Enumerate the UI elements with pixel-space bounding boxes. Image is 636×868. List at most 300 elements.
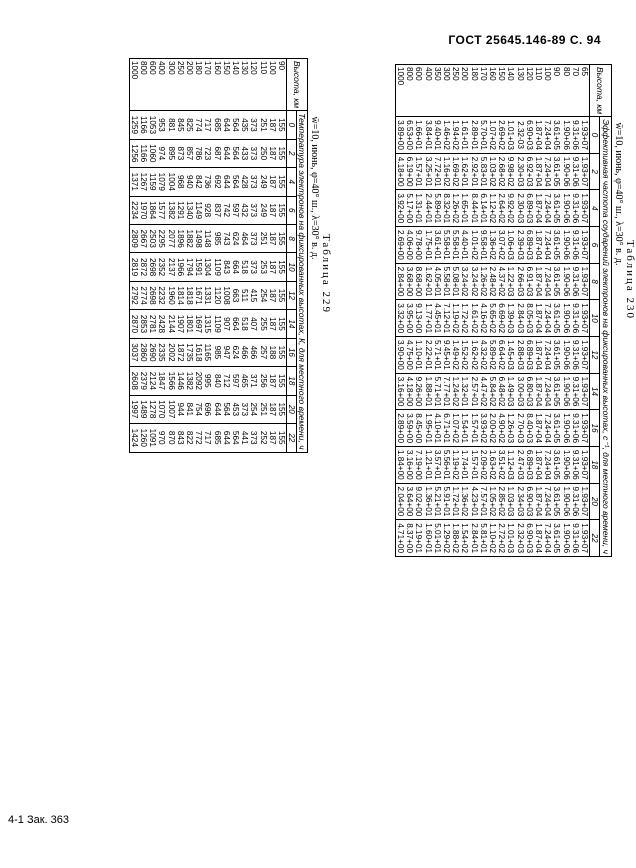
- value-cell: 6.53+00: [405, 117, 414, 154]
- value-cell: 7.24+04: [543, 520, 552, 557]
- value-cell: 1882: [185, 224, 194, 252]
- value-cell: 1267: [139, 168, 148, 196]
- value-cell: 1.12+03: [506, 446, 515, 483]
- value-cell: 155: [277, 196, 287, 224]
- value-cell: 5.89+02: [488, 337, 497, 374]
- value-cell: 1.90+06: [561, 117, 570, 154]
- value-cell: 1.75+01: [423, 227, 432, 264]
- value-cell: 1.90+06: [561, 300, 570, 337]
- value-cell: 251: [258, 224, 267, 252]
- value-cell: 822: [185, 424, 194, 453]
- value-cell: 644: [222, 424, 231, 453]
- value-cell: 187: [268, 253, 277, 281]
- value-cell: 1.54+01: [460, 410, 469, 447]
- value-cell: 1.49+03: [506, 373, 515, 410]
- value-cell: 1.06+03: [506, 227, 515, 264]
- value-cell: 774: [194, 111, 203, 139]
- column-header: 18: [590, 446, 600, 483]
- value-cell: 1.90+06: [561, 227, 570, 264]
- value-cell: 1446: [176, 367, 185, 395]
- table-row: [515, 65, 524, 557]
- value-cell: 6.90+03: [525, 483, 534, 520]
- value-cell: 3.61+05: [552, 227, 561, 264]
- value-cell: 3037: [129, 338, 139, 366]
- value-cell: 1007: [166, 395, 175, 423]
- value-cell: 1970: [139, 196, 148, 224]
- value-cell: 9.31+06: [571, 300, 580, 337]
- value-cell: 1966: [176, 253, 185, 281]
- value-cell: 8.05+03: [525, 300, 534, 337]
- value-cell: 1.88+01: [423, 373, 432, 410]
- value-cell: 155: [277, 139, 287, 167]
- value-cell: 7.24+04: [543, 410, 552, 447]
- value-cell: 7.24+04: [543, 117, 552, 154]
- value-cell: 1340: [185, 196, 194, 224]
- value-cell: 373: [249, 111, 258, 139]
- value-cell: 2608: [129, 367, 139, 395]
- value-cell: 2.72+02: [497, 520, 506, 557]
- value-cell: 1371: [129, 168, 139, 196]
- value-cell: 9.31+06: [571, 520, 580, 557]
- value-cell: 1872: [176, 338, 185, 366]
- altitude-cell: 120: [249, 59, 258, 111]
- value-cell: 4.10+01: [433, 410, 442, 447]
- value-cell: 249: [258, 196, 267, 224]
- value-cell: 3.00+03: [515, 373, 524, 410]
- value-cell: 1.87+04: [534, 300, 543, 337]
- value-cell: 2.44+01: [423, 190, 432, 227]
- value-cell: 644: [212, 395, 221, 423]
- value-cell: 2.57+01: [469, 373, 478, 410]
- value-cell: 2698: [148, 281, 157, 309]
- altitude-cell: 1000: [129, 59, 139, 111]
- value-cell: 1.36+02: [460, 483, 469, 520]
- altitude-cell: 300: [166, 59, 175, 111]
- value-cell: 857: [185, 139, 194, 167]
- value-cell: 9.31+06: [571, 153, 580, 190]
- value-cell: 252: [258, 424, 267, 453]
- value-cell: 1166: [139, 111, 148, 139]
- value-cell: 1.01+02: [469, 227, 478, 264]
- altitude-cell: 350: [433, 65, 442, 117]
- altitude-cell: 65: [580, 65, 590, 117]
- table-row: [414, 65, 423, 557]
- value-cell: 2.89+01: [469, 117, 478, 154]
- value-cell: 3.61+05: [552, 300, 561, 337]
- value-cell: 1.90+06: [561, 153, 570, 190]
- column-header: 10: [287, 253, 297, 281]
- value-cell: 8.68+00: [414, 263, 423, 300]
- value-cell: 3.61+05: [552, 373, 561, 410]
- value-cell: 564: [231, 111, 240, 139]
- value-cell: 4.06+00: [405, 227, 414, 264]
- value-cell: 2.69+02: [497, 117, 506, 154]
- value-cell: 1.03+03: [506, 483, 515, 520]
- value-cell: 742: [222, 196, 231, 224]
- value-cell: 1.45+03: [506, 337, 515, 374]
- value-cell: 2124: [148, 367, 157, 395]
- value-cell: 840: [212, 367, 221, 395]
- value-cell: 1079: [157, 168, 166, 196]
- value-cell: 1489: [139, 395, 148, 423]
- value-cell: 873: [176, 139, 185, 167]
- value-cell: 187: [268, 168, 277, 196]
- value-cell: 845: [176, 111, 185, 139]
- value-cell: 743: [222, 224, 231, 252]
- value-cell: 1618: [194, 338, 203, 366]
- altitude-header: Высота, км: [287, 59, 308, 111]
- value-cell: 187: [268, 367, 277, 395]
- value-cell: 1818: [185, 281, 194, 309]
- value-cell: 155: [277, 168, 287, 196]
- table-row: [497, 65, 506, 557]
- value-cell: 428: [240, 168, 249, 196]
- value-cell: 1.05+02: [488, 483, 497, 520]
- value-cell: 2.85+02: [497, 483, 506, 520]
- value-cell: 2.09+02: [479, 446, 488, 483]
- value-cell: 3.84+01: [423, 117, 432, 154]
- altitude-cell: 160: [212, 59, 221, 111]
- value-cell: 6.89+03: [525, 190, 534, 227]
- value-cell: 2.00+02: [488, 410, 497, 447]
- value-cell: 712: [222, 367, 231, 395]
- altitude-cell: 200: [185, 59, 194, 111]
- value-cell: 2781: [148, 310, 157, 338]
- table-caption: w̄=10, июнь, φ=40° ш., λ=30° в. д.: [309, 116, 320, 260]
- value-cell: 1109: [212, 253, 221, 281]
- value-cell: 3.61+05: [552, 446, 561, 483]
- value-cell: 3.25+01: [423, 153, 432, 190]
- value-cell: 1.72+02: [460, 300, 469, 337]
- value-cell: 1.66+01: [414, 117, 423, 154]
- value-cell: 1.63+02: [488, 446, 497, 483]
- altitude-cell: 170: [203, 59, 212, 111]
- value-cell: 3.59+00: [405, 410, 414, 447]
- value-cell: 9.13+00: [414, 300, 423, 337]
- altitude-cell: 110: [258, 59, 267, 111]
- value-cell: 4.18+00: [395, 153, 405, 190]
- table-row: [451, 65, 460, 557]
- value-cell: 6.89+03: [525, 446, 534, 483]
- column-headers: [590, 65, 600, 557]
- value-cell: 644: [222, 139, 231, 167]
- value-cell: 754: [194, 395, 203, 423]
- value-cell: 1256: [129, 139, 139, 167]
- value-cell: 1.87+04: [534, 153, 543, 190]
- value-cell: 7.57+01: [479, 483, 488, 520]
- value-cell: 2335: [157, 338, 166, 366]
- value-cell: 1.49+02: [451, 337, 460, 374]
- value-cell: 870: [166, 424, 175, 453]
- value-cell: 2.19+01: [414, 520, 423, 557]
- table-row: [580, 65, 590, 557]
- value-cell: 1091: [148, 424, 157, 453]
- column-header: 10: [590, 300, 600, 337]
- value-cell: 7.19+00: [414, 446, 423, 483]
- value-cell: 1.01+03: [506, 520, 515, 557]
- value-cell: 1814: [176, 281, 185, 309]
- value-cell: 685: [212, 424, 221, 453]
- value-cell: 1.87+04: [534, 373, 543, 410]
- value-cell: 1.90+06: [561, 446, 570, 483]
- value-cell: 1291: [176, 196, 185, 224]
- value-cell: 2.47+03: [515, 446, 524, 483]
- column-header: 2: [590, 153, 600, 190]
- value-cell: 1.77+01: [423, 300, 432, 337]
- value-cell: 1847: [157, 367, 166, 395]
- value-cell: 3.16+00: [405, 446, 414, 483]
- value-cell: 2.32-03: [515, 117, 524, 154]
- value-cell: 1.93+07: [580, 337, 590, 374]
- value-cell: 155: [277, 395, 287, 423]
- value-cell: 5.21+01: [433, 483, 442, 520]
- value-cell: 1.07+02: [488, 117, 497, 154]
- value-cell: 4.47+02: [479, 373, 488, 410]
- value-cell: 9.31+06: [571, 227, 580, 264]
- column-header: 20: [590, 483, 600, 520]
- altitude-cell: 130: [515, 65, 524, 117]
- altitude-cell: 800: [405, 65, 414, 117]
- value-cell: 6.91+03: [525, 263, 534, 300]
- value-cell: 3.07+02: [497, 227, 506, 264]
- value-cell: 8.44+01: [469, 190, 478, 227]
- value-cell: 3.61+05: [552, 337, 561, 374]
- value-cell: 9.02+00: [414, 483, 423, 520]
- value-cell: 687: [212, 139, 221, 167]
- value-cell: 772: [194, 424, 203, 453]
- value-cell: 2.68+02: [497, 153, 506, 190]
- value-cell: 187: [268, 424, 277, 453]
- altitude-cell: 110: [534, 65, 543, 117]
- value-cell: 4.90+02: [497, 410, 506, 447]
- value-cell: 257: [258, 338, 267, 366]
- value-cell: 1159: [148, 168, 157, 196]
- value-cell: 995: [203, 367, 212, 395]
- value-cell: 3.92+00: [395, 190, 405, 227]
- value-cell: 947: [222, 338, 231, 366]
- value-cell: 1070: [157, 395, 166, 423]
- value-cell: 1.62+01: [423, 263, 432, 300]
- value-cell: 895: [166, 139, 175, 167]
- value-cell: 187: [268, 139, 277, 167]
- value-cell: 254: [258, 281, 267, 309]
- table-row: [525, 65, 534, 557]
- value-cell: 837: [212, 196, 221, 224]
- value-cell: 5.71+01: [433, 373, 442, 410]
- altitude-cell: 140: [506, 65, 515, 117]
- value-cell: 1.90+06: [561, 263, 570, 300]
- value-cell: 155: [277, 253, 287, 281]
- value-cell: 2077: [166, 224, 175, 252]
- value-cell: 3.16+00: [395, 373, 405, 410]
- value-cell: 3.61+05: [552, 153, 561, 190]
- value-cell: 1424: [129, 424, 139, 453]
- value-cell: 841: [185, 395, 194, 423]
- table-row: [442, 65, 451, 557]
- value-cell: 371: [249, 367, 258, 395]
- value-cell: 2.84+03: [515, 300, 524, 337]
- value-cell: 466: [249, 338, 258, 366]
- value-cell: 881: [166, 111, 175, 139]
- value-cell: 187: [268, 196, 277, 224]
- value-cell: 1896: [176, 224, 185, 252]
- value-cell: 1907: [176, 310, 185, 338]
- value-cell: 1.03+02: [488, 153, 497, 190]
- value-cell: 155: [277, 338, 287, 366]
- value-cell: 5.56+01: [442, 446, 451, 483]
- value-cell: 1.87+04: [534, 337, 543, 374]
- altitude-cell: 180: [194, 59, 203, 111]
- value-cell: 2.70+03: [515, 410, 524, 447]
- value-cell: 940: [185, 168, 194, 196]
- value-cell: 2.69+00: [395, 227, 405, 264]
- value-cell: 6.71+01: [442, 410, 451, 447]
- value-cell: 2.48+02: [488, 263, 497, 300]
- value-cell: 1.57+01: [469, 410, 478, 447]
- value-cell: 970: [157, 424, 166, 453]
- value-cell: 696: [203, 395, 212, 423]
- column-header: 22: [590, 520, 600, 557]
- value-cell: 373: [240, 395, 249, 423]
- value-cell: 1.62+02: [469, 337, 478, 374]
- value-cell: 1.10+02: [488, 520, 497, 557]
- value-cell: 6.89+03: [525, 227, 534, 264]
- value-cell: 1.90+06: [561, 410, 570, 447]
- value-cell: 3.61+05: [552, 190, 561, 227]
- value-cell: 564: [231, 424, 240, 453]
- value-cell: 1.26+03: [506, 410, 515, 447]
- value-cell: 2503: [148, 224, 157, 252]
- value-cell: 1304: [203, 253, 212, 281]
- value-cell: 7.12+01: [442, 300, 451, 337]
- value-cell: 1.26+02: [451, 190, 460, 227]
- value-cell: 1.21+01: [423, 446, 432, 483]
- value-cell: 5.08+01: [451, 263, 460, 300]
- value-cell: 3.93+02: [479, 410, 488, 447]
- column-header: 18: [287, 367, 297, 395]
- value-cell: 1.16+02: [442, 153, 451, 190]
- value-cell: 1.93+07: [580, 153, 590, 190]
- value-cell: 415: [249, 281, 258, 309]
- value-cell: 5.70+01: [479, 117, 488, 154]
- value-cell: 843: [222, 253, 231, 281]
- value-cell: 7.24+04: [543, 263, 552, 300]
- value-cell: 3.51+02: [497, 446, 506, 483]
- value-cell: 155: [277, 281, 287, 309]
- value-cell: 4.18+00: [405, 373, 414, 410]
- value-cell: 187: [268, 111, 277, 139]
- altitude-cell: 80: [561, 65, 570, 117]
- value-cell: 1997: [129, 395, 139, 423]
- value-cell: 1.12+02: [488, 190, 497, 227]
- value-cell: 1.07+02: [451, 410, 460, 447]
- value-cell: 1.62+01: [460, 153, 469, 190]
- value-cell: 1.90+06: [561, 190, 570, 227]
- value-cell: 664: [231, 253, 240, 281]
- value-cell: 4.37+02: [497, 263, 506, 300]
- value-cell: 1735: [185, 338, 194, 366]
- value-cell: 1.95+01: [423, 410, 432, 447]
- value-cell: 7.24+04: [543, 227, 552, 264]
- value-cell: 1.93+07: [580, 410, 590, 447]
- value-cell: 3.64+00: [405, 483, 414, 520]
- value-cell: 1.57+01: [469, 446, 478, 483]
- value-cell: 464: [240, 224, 249, 252]
- value-cell: 155: [277, 111, 287, 139]
- value-cell: 254: [249, 395, 258, 423]
- altitude-cell: 400: [423, 65, 432, 117]
- table-row: [395, 65, 405, 557]
- altitude-header: Высота, км: [590, 65, 612, 117]
- value-cell: 1.93+07: [580, 263, 590, 300]
- value-cell: 7.24+04: [543, 446, 552, 483]
- value-cell: 6.90+03: [525, 520, 534, 557]
- value-cell: 9.31+06: [571, 190, 580, 227]
- value-cell: 2144: [166, 310, 175, 338]
- altitude-cell: 250: [176, 59, 185, 111]
- value-cell: 1.93+07: [580, 520, 590, 557]
- altitude-cell: 90: [277, 59, 287, 111]
- value-cell: 251: [258, 111, 267, 139]
- value-cell: 373: [249, 139, 258, 167]
- altitude-cell: 100: [268, 59, 277, 111]
- value-cell: 1.60+01: [423, 520, 432, 557]
- table-title: Таблица 230: [624, 239, 636, 320]
- value-cell: 1.88+02: [451, 520, 460, 557]
- gost-number: ГОСТ 25645.146-89: [448, 33, 566, 47]
- value-cell: 953: [157, 111, 166, 139]
- table-row: [479, 65, 488, 557]
- value-cell: 3.61+05: [552, 263, 561, 300]
- column-header: 6: [287, 196, 297, 224]
- value-cell: 1.52+02: [460, 337, 469, 374]
- value-cell: 1.93+07: [580, 227, 590, 264]
- altitude-cell: 160: [488, 65, 497, 117]
- column-header: 16: [590, 410, 600, 447]
- value-cell: 644: [222, 168, 231, 196]
- value-cell: 624: [231, 224, 240, 252]
- value-cell: 2137: [166, 253, 175, 281]
- table-title: Таблица 229: [320, 233, 332, 314]
- value-cell: 155: [277, 367, 287, 395]
- value-cell: 2.32+03: [515, 520, 524, 557]
- value-cell: 2860: [139, 338, 148, 366]
- value-cell: 3.61+05: [552, 117, 561, 154]
- value-cell: 985: [212, 224, 221, 252]
- value-cell: 2352: [157, 253, 166, 281]
- table-caption: w̄=10, июнь, φ=40° ш., λ=30° в. д.: [613, 122, 624, 266]
- value-cell: 1.87+04: [534, 263, 543, 300]
- value-cell: 2.89+00: [395, 410, 405, 447]
- value-cell: 1382: [166, 196, 175, 224]
- value-cell: 1315: [203, 310, 212, 338]
- value-cell: 255: [258, 310, 267, 338]
- value-cell: 8.45+00: [414, 410, 423, 447]
- value-cell: 5.65+02: [488, 300, 497, 337]
- table-row: [561, 65, 570, 557]
- value-cell: 1.26+02: [479, 263, 488, 300]
- altitude-cell: 300: [442, 65, 451, 117]
- value-cell: 373: [249, 196, 258, 224]
- value-cell: 597: [231, 367, 240, 395]
- value-cell: 1120: [212, 281, 221, 309]
- value-cell: 187: [268, 281, 277, 309]
- value-cell: 373: [249, 424, 258, 453]
- value-cell: 2.30+03: [515, 190, 524, 227]
- value-cell: 1671: [194, 281, 203, 309]
- value-cell: 3.24+02: [460, 263, 469, 300]
- value-cell: 1.90+06: [561, 483, 570, 520]
